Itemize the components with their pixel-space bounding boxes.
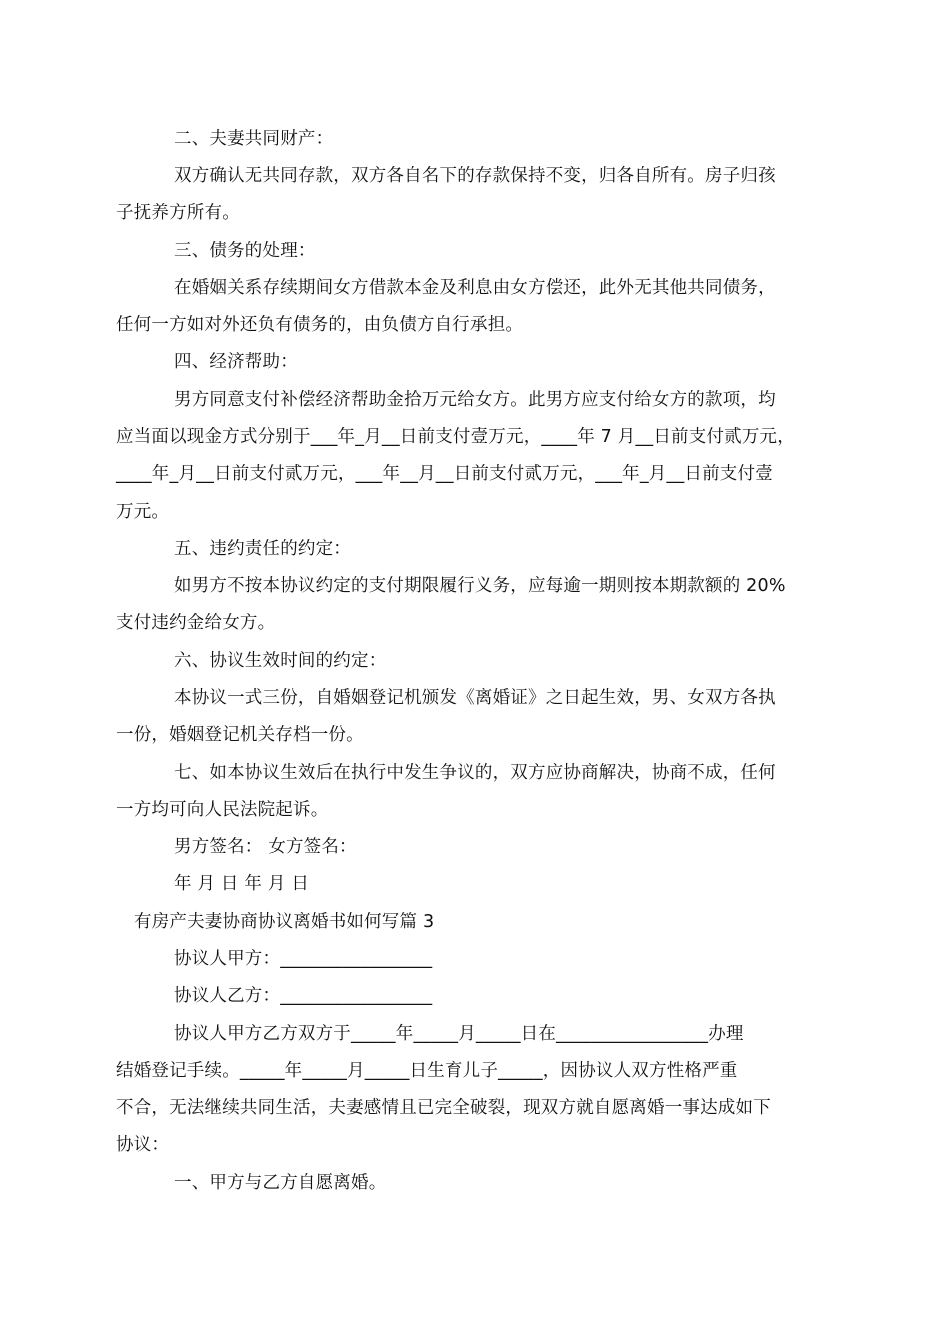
paragraph-line: 一份，婚姻登记机关存档一份。 xyxy=(116,725,364,745)
section-heading-divorce: 一、甲方与乙方自愿离婚。 xyxy=(174,1173,387,1193)
paragraph-line: 一方均可向人民法院起诉。 xyxy=(116,800,329,820)
section-heading-property: 二、夫妻共同财产： xyxy=(174,129,334,149)
section-heading-effective: 六、协议生效时间的约定： xyxy=(174,651,387,671)
paragraph-line: 任何一方如对外还负有债务的，由负债方自行承担。 xyxy=(116,315,524,335)
party-a-line: 协议人甲方：_________________ xyxy=(174,949,433,969)
paragraph-line: 结婚登记手续。_____年_____月_____日生育儿子_____，因协议人双方性格严重 xyxy=(116,1061,738,1081)
paragraph-line: 协议人甲方乙方双方于_____年_____月_____日在_________________办理 xyxy=(174,1024,744,1044)
section-heading-breach: 五、违约责任的约定： xyxy=(174,539,351,559)
section-heading-economic-help: 四、经济帮助： xyxy=(174,352,298,372)
paragraph-line: ____年_月__日前支付贰万元，___年__月__日前支付贰万元，___年_月__日前支付壹 xyxy=(116,464,773,484)
article-title: 有房产夫妻协商协议离婚书如何写篇 3 xyxy=(134,912,435,932)
paragraph-line: 在婚姻关系存续期间女方借款本金及利息由女方偿还，此外无其他共同债务， xyxy=(174,278,776,298)
date-line: 年 月 日 年 月 日 xyxy=(174,874,310,894)
paragraph-line: 如男方不按本协议约定的支付期限履行义务，应每逾一期则按本期款额的 20% xyxy=(174,576,786,596)
paragraph-line: 不合，无法继续共同生活，夫妻感情且已完全破裂，现双方就自愿离婚一事达成如下 xyxy=(116,1098,771,1118)
paragraph-line: 子抚养方所有。 xyxy=(116,203,240,223)
paragraph-line: 应当面以现金方式分别于___年_月__日前支付壹万元，____年 7 月__日前支付贰万元， xyxy=(116,427,795,447)
paragraph-line: 双方确认无共同存款，双方各自名下的存款保持不变，归各自所有。房子归孩 xyxy=(174,166,776,186)
paragraph-line: 本协议一式三份，自婚姻登记机颁发《离婚证》之日起生效，男、女双方各执 xyxy=(174,688,776,708)
paragraph-line: 支付违约金给女方。 xyxy=(116,613,276,633)
paragraph-line: 七、如本协议生效后在执行中发生争议的，双方应协商解决，协商不成，任何 xyxy=(174,763,776,783)
section-heading-debt: 三、债务的处理： xyxy=(174,241,316,261)
signature-line: 男方签名： 女方签名： xyxy=(174,837,357,857)
paragraph-line: 协议： xyxy=(116,1135,170,1155)
paragraph-line: 男方同意支付补偿经济帮助金拾万元给女方。此男方应支付给女方的款项，均 xyxy=(174,390,776,410)
party-b-line: 协议人乙方：_________________ xyxy=(174,986,433,1006)
paragraph-line: 万元。 xyxy=(116,502,170,522)
